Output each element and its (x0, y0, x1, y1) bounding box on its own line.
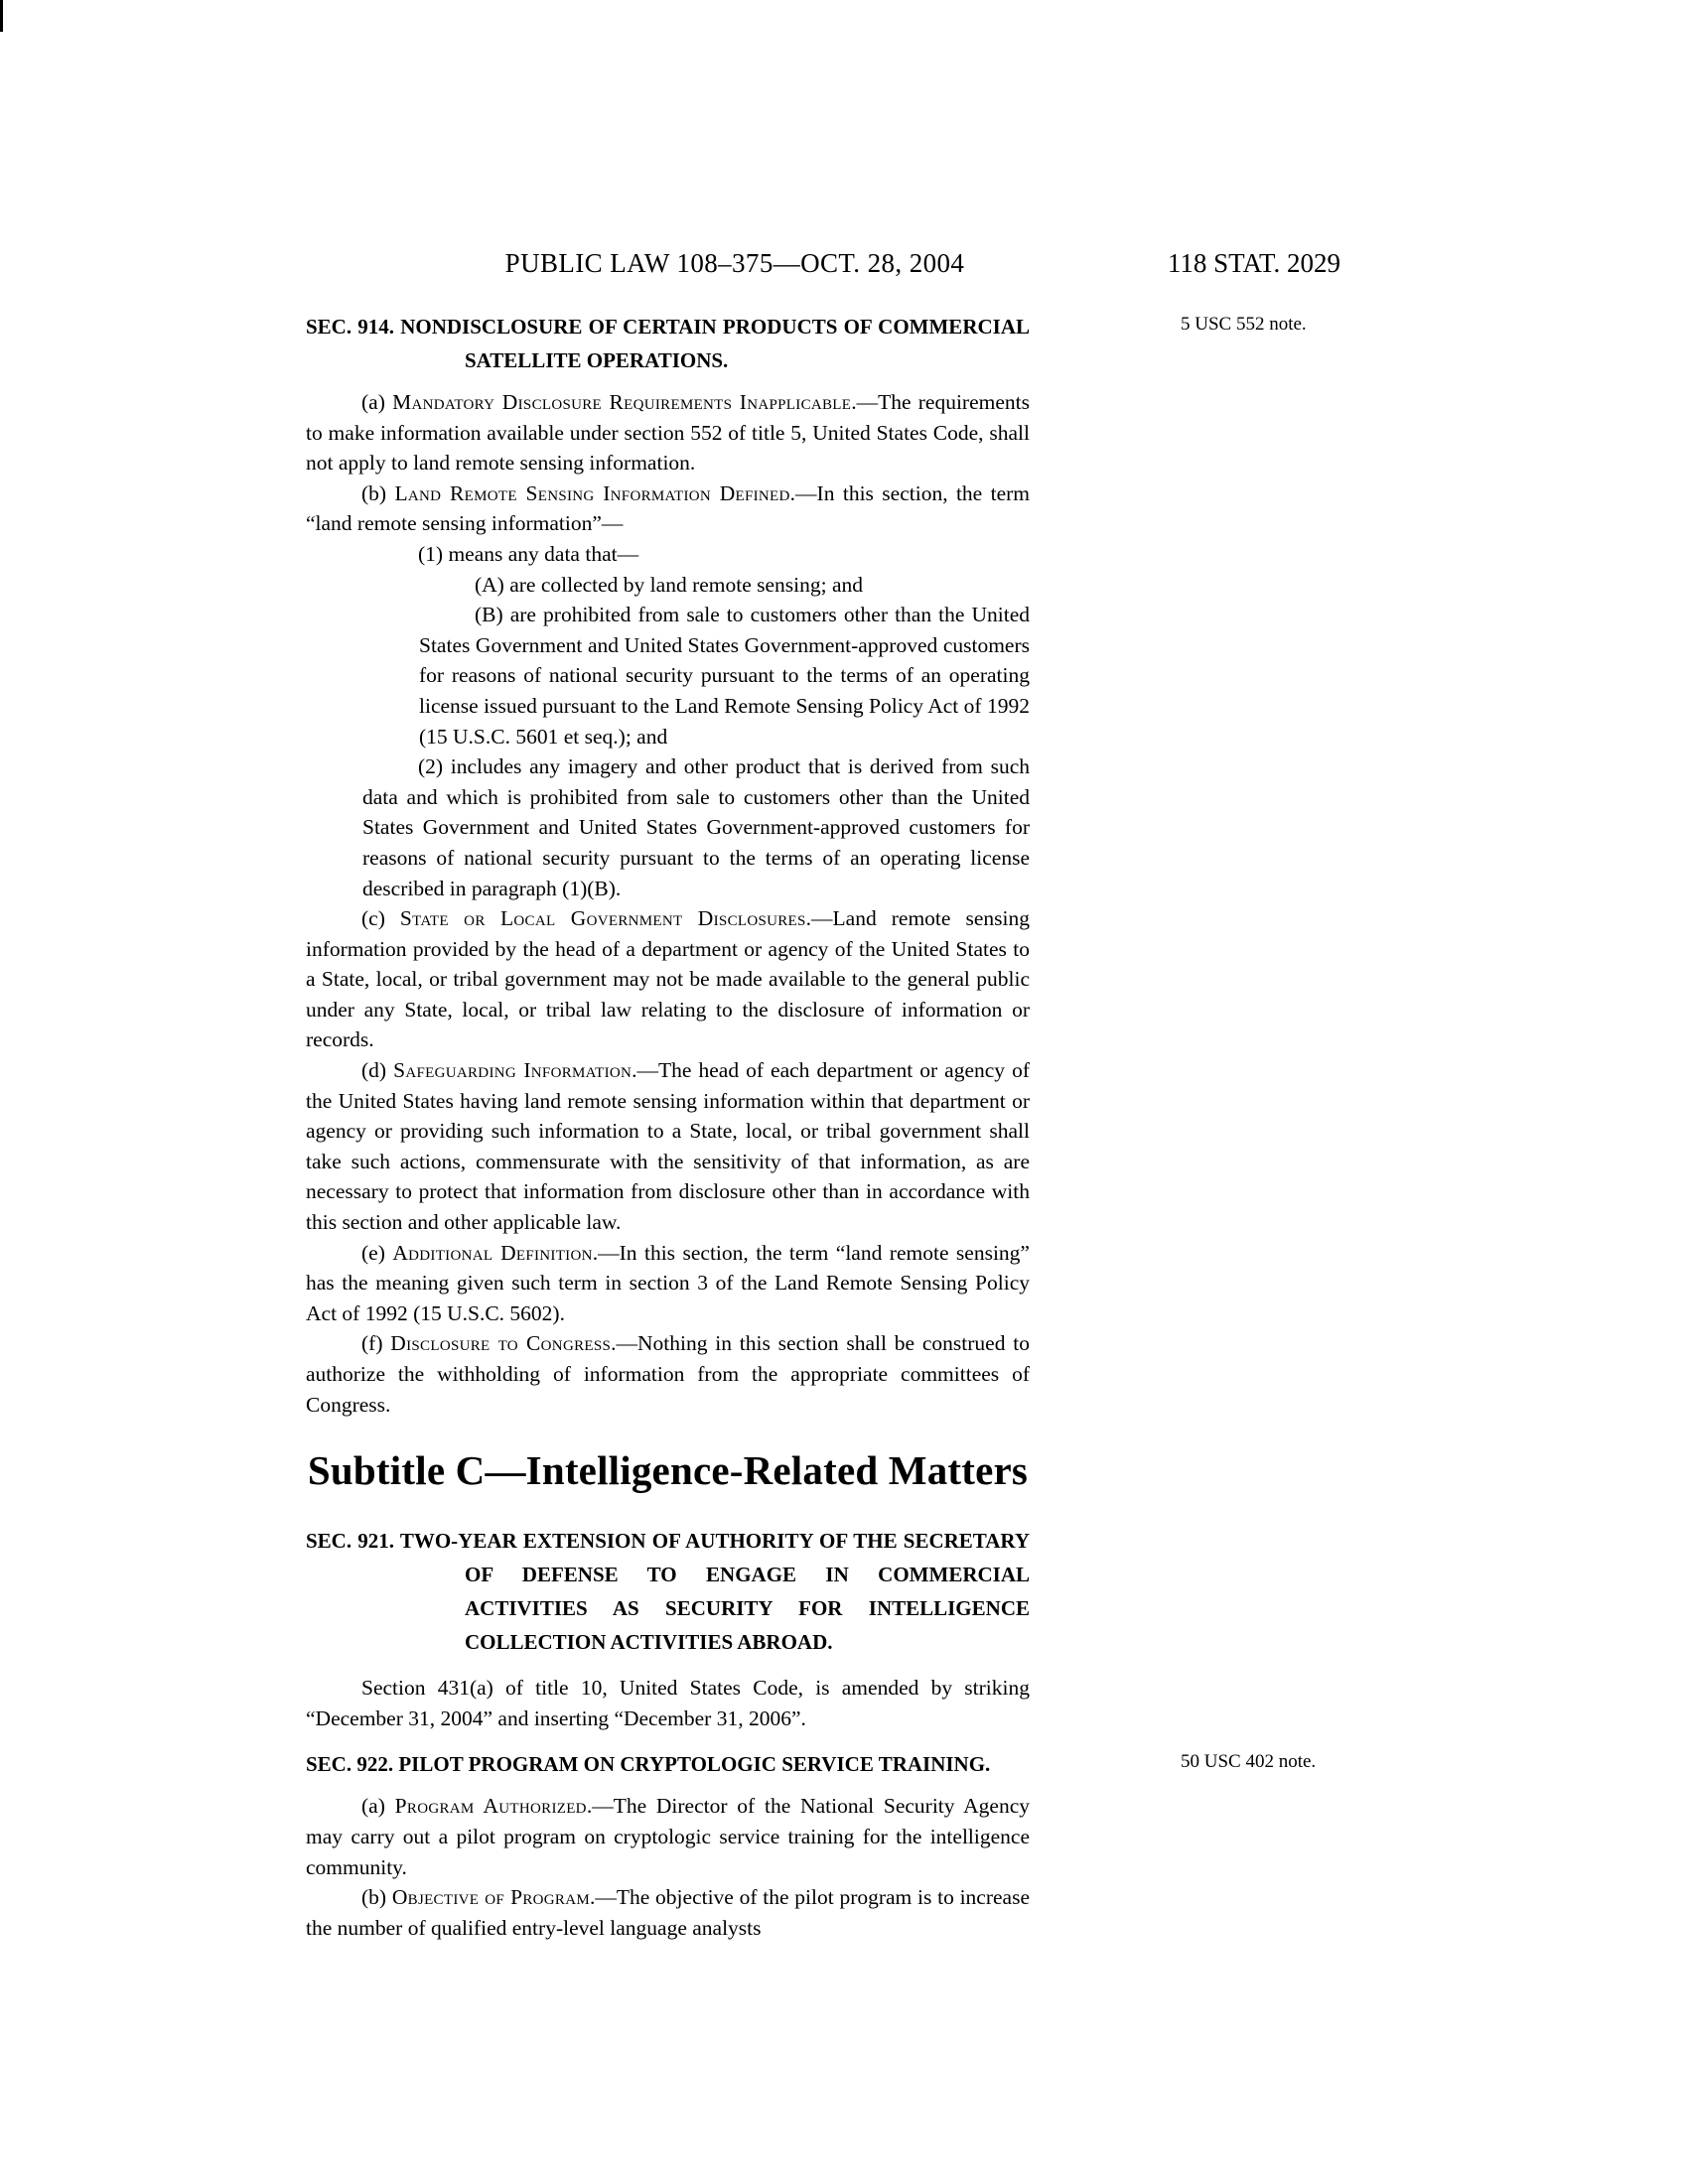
statute-paragraph (306, 539, 1030, 570)
small-caps-run: Safeguarding Information (393, 1058, 633, 1083)
text-run: .—The head of each department or agency of the United States having land remote sensing information within that department or agency or providing such information to a State, local, or tribal government shall take such actions, commensurate with the sensitivity of that information, as are necessary to protect that information from disclosure other than in accordance with this section and other applicable law. (306, 1058, 1030, 1235)
text-run: (e) (361, 1240, 393, 1265)
text-run: (b) (361, 480, 395, 505)
text-run: (f) (361, 1331, 391, 1356)
small-caps-run: Disclosure to Congress (390, 1331, 612, 1356)
running-head-stat-page: 118 STAT. 2029 (1167, 248, 1340, 278)
text-run: SEC. 921. TWO-YEAR EXTENSION OF AUTHORITY OF THE SECRETARY OF DEFENSE TO ENGAGE IN COMMERCIAL ACTIVITIES AS SECURITY FOR INTELLIGENCE COLLECTION ACTIVITIES ABROAD. (306, 1529, 1030, 1655)
text-run: Section 431(a) of title 10, United States Code, is amended by striking “December 31, 2004” and inserting “December 31, 2006”. (306, 1676, 1030, 1730)
small-caps-run: Additional Definition (392, 1240, 593, 1265)
statute-paragraph (306, 1238, 1030, 1329)
text-run: (c) (361, 906, 400, 931)
text-run: .—Land remote sensing information provided by the head of a department or agency of the United States to a State, local, or tribal government may not be made available to the general public under any State, local, or tribal law relating to the disclosure of information or records. (306, 906, 1030, 1052)
statute-paragraph (306, 387, 1030, 478)
statute-body (306, 296, 1317, 1943)
statute-paragraph (306, 751, 1030, 903)
text-run: Subtitle C—Intelligence-Related Matters (307, 1447, 1029, 1494)
text-run: (A) are collected by land remote sensing; and (475, 572, 864, 597)
statute-paragraph (306, 903, 1030, 1055)
small-caps-run: Objective of Program (391, 1885, 590, 1910)
statute-paragraph (306, 600, 1030, 751)
text-run: .—In this section, the term “land remote sensing information”— (306, 480, 1031, 536)
margin-note: 50 USC 402 note. (1181, 1751, 1317, 1773)
text-run: (b) (361, 1885, 392, 1910)
section-heading (306, 1747, 1317, 1781)
text-run: (a) (361, 390, 393, 414)
section-heading (306, 1524, 1030, 1659)
running-head-law: PUBLIC LAW 108–375—OCT. 28, 2004 (504, 248, 965, 278)
statute-paragraph (306, 1673, 1030, 1733)
margin-note: 5 USC 552 note. (1181, 314, 1307, 335)
text-run: SEC. 922. PILOT PROGRAM ON CRYPTOLOGIC SERVICE TRAINING. (306, 1752, 991, 1777)
scan-artifact (0, 0, 3, 32)
statute-paragraph (306, 1328, 1030, 1420)
text-run: .—The Director of the National Security Agency may carry out a pilot program on cryptologic service training for the intelligence community. (306, 1794, 1030, 1879)
text-run: .—The objective of the pilot program is to increase the number of qualified entry-level language analysts (306, 1885, 1031, 1940)
small-caps-run: State or Local Government Disclosures (399, 906, 806, 931)
text-run: SEC. 914. NONDISCLOSURE OF CERTAIN PRODUCTS OF COMMERCIAL SATELLITE OPERATIONS. (306, 315, 1030, 372)
small-caps-run: Program Authorized (394, 1794, 587, 1819)
running-head (0, 248, 1688, 288)
text-run: (d) (361, 1058, 394, 1083)
section-heading (306, 310, 1307, 377)
text-run: .—The requirements to make information available under section 552 of title 5, United States Code, shall not apply to land remote sensing information. (306, 390, 1030, 476)
statute-paragraph (306, 1882, 1030, 1943)
statute-paragraph (306, 570, 1030, 601)
statute-paragraph (306, 1791, 1030, 1882)
text-run: .—Nothing in this section shall be construed to authorize the withholding of information from the appropriate committees of Congress. (306, 1331, 1030, 1417)
subtitle-heading (306, 1447, 1030, 1494)
text-run: (B) are prohibited from sale to customers other than the United States Government and United States Government-approved customers for reasons of national security pursuant to the terms of an operating license issued pursuant to the Land Remote Sensing Policy Act of 1992 (15 U.S.C. 5601 et seq.); and (419, 603, 1030, 749)
statute-paragraph (306, 1055, 1030, 1238)
text-run: (2) includes any imagery and other product that is derived from such data and which is prohibited from sale to customers other than the United States Government and United States Government-approved customers for reasons of national security pursuant to the terms of an operating license described in paragraph (1)(B). (362, 754, 1030, 900)
small-caps-run: Mandatory Disclosure Requirements Inapplicable (392, 390, 852, 414)
small-caps-run: Land Remote Sensing Information Defined (394, 480, 790, 505)
statute-paragraph (306, 478, 1030, 539)
text-run: (a) (361, 1794, 395, 1819)
text-run: (1) means any data that— (418, 541, 639, 566)
text-run: .—In this section, the term “land remote sensing” has the meaning given such term in section 3 of the Land Remote Sensing Policy Act of 1992 (15 U.S.C. 5602). (306, 1240, 1030, 1325)
